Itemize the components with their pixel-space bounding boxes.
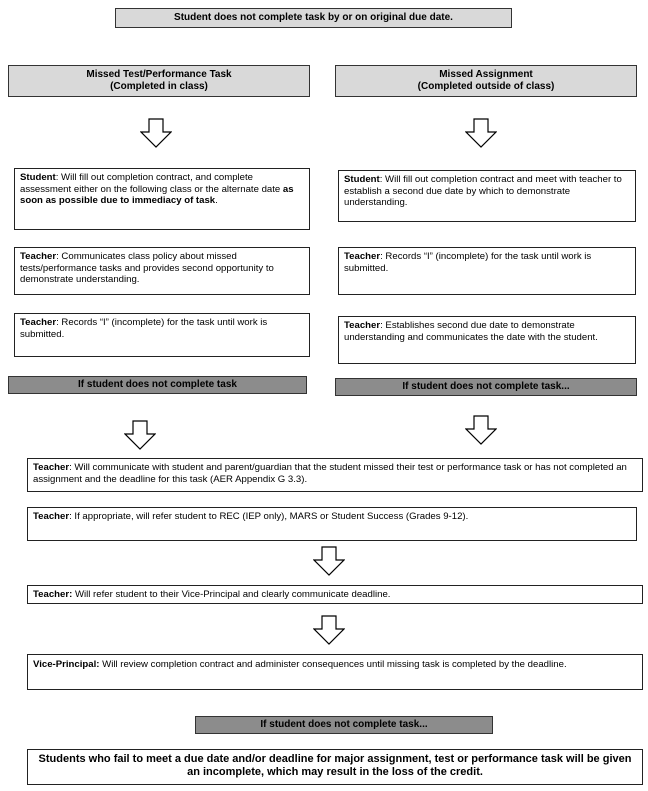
top-header-text: Student does not complete task by or on original due date. <box>174 12 453 23</box>
down-arrow-icon <box>313 546 345 576</box>
final-outcome-text: Students who fail to meet a due date and/or deadline for major assignment, test or performance task will be given an incomplete, which may result in the loss of the credit. <box>38 753 632 778</box>
left-teacher-policy-text: : Communicates class policy about missed tests/performance tasks and provides second opportunity to demonstrate understanding. <box>20 251 274 285</box>
right-teacher-due-date-role: Teacher <box>344 320 381 331</box>
right-header-title: Missed Assignment <box>439 69 533 80</box>
merged-communicate-role: Teacher <box>33 462 70 473</box>
left-teacher-policy-box <box>14 247 310 295</box>
left-teacher-records-text: : Records “I” (incomplete) for the task until work is submitted. <box>20 317 268 340</box>
left-teacher-policy-role: Teacher <box>20 251 57 262</box>
left-teacher-records-role: Teacher <box>20 317 57 328</box>
right-not-complete-bar <box>335 378 637 396</box>
right-teacher-records-box <box>338 247 636 295</box>
left-header <box>8 65 310 97</box>
vice-principal-text: Will review completion contract and administer consequences until missing task is completed by the deadline. <box>99 659 567 670</box>
down-arrow-icon <box>140 118 172 148</box>
final-not-complete-bar <box>195 716 493 734</box>
left-not-complete-text: If student does not complete task <box>78 379 237 390</box>
left-student-text: : Will fill out completion contract, and complete assessment either on the following class or the alternate date <box>20 172 283 195</box>
left-teacher-records-box <box>14 313 310 357</box>
merged-vp-referral-text: Will refer student to their Vice-Principal and clearly communicate deadline. <box>72 589 391 600</box>
vice-principal-box <box>27 654 643 690</box>
left-student-end: . <box>215 195 218 206</box>
right-not-complete-text: If student does not complete task... <box>402 381 570 392</box>
right-teacher-records-text: : Records “I” (incomplete) for the task until work is submitted. <box>344 251 592 274</box>
left-student-bold: as soon as possible due to immediacy of task <box>20 183 294 206</box>
left-not-complete-bar <box>8 376 307 394</box>
final-outcome-box <box>27 749 643 785</box>
merged-communicate-text: : Will communicate with student and parent/guardian that the student missed their test or performance task or has not completed an assignment and the deadline for this task (AER Appendix G 3.3). <box>33 462 627 485</box>
right-student-box <box>338 170 636 222</box>
right-student-role: Student <box>344 174 380 185</box>
merged-teacher-communicate-box <box>27 458 643 492</box>
right-student-text: : Will fill out completion contract and meet with teacher to establish a second due date by which to demonstrate understanding. <box>344 174 622 208</box>
top-header <box>115 8 512 28</box>
down-arrow-icon <box>465 415 497 445</box>
merged-vp-referral-role: Teacher: <box>33 589 73 600</box>
merged-teacher-vp-referral-box <box>27 585 643 604</box>
right-teacher-records-role: Teacher <box>344 251 381 262</box>
left-student-box <box>14 168 310 230</box>
right-teacher-due-date-text: : Establishes second due date to demonstrate understanding and communicates the date with the student. <box>344 320 598 343</box>
vice-principal-role: Vice-Principal: <box>33 659 100 670</box>
merged-teacher-refer-box <box>27 507 637 541</box>
right-header-subtitle: (Completed outside of class) <box>417 81 555 92</box>
down-arrow-icon <box>124 420 156 450</box>
down-arrow-icon <box>465 118 497 148</box>
final-not-complete-text: If student does not complete task... <box>260 719 428 730</box>
down-arrow-icon <box>313 615 345 645</box>
left-student-role: Student <box>20 172 56 183</box>
merged-refer-role: Teacher <box>33 511 70 522</box>
left-header-subtitle: (Completed in class) <box>110 81 208 92</box>
merged-refer-text: : If appropriate, will refer student to REC (IEP only), MARS or Student Success (Grades 9-12). <box>69 511 469 522</box>
right-teacher-due-date-box <box>338 316 636 364</box>
left-header-title: Missed Test/Performance Task <box>86 69 232 80</box>
right-header <box>335 65 637 97</box>
